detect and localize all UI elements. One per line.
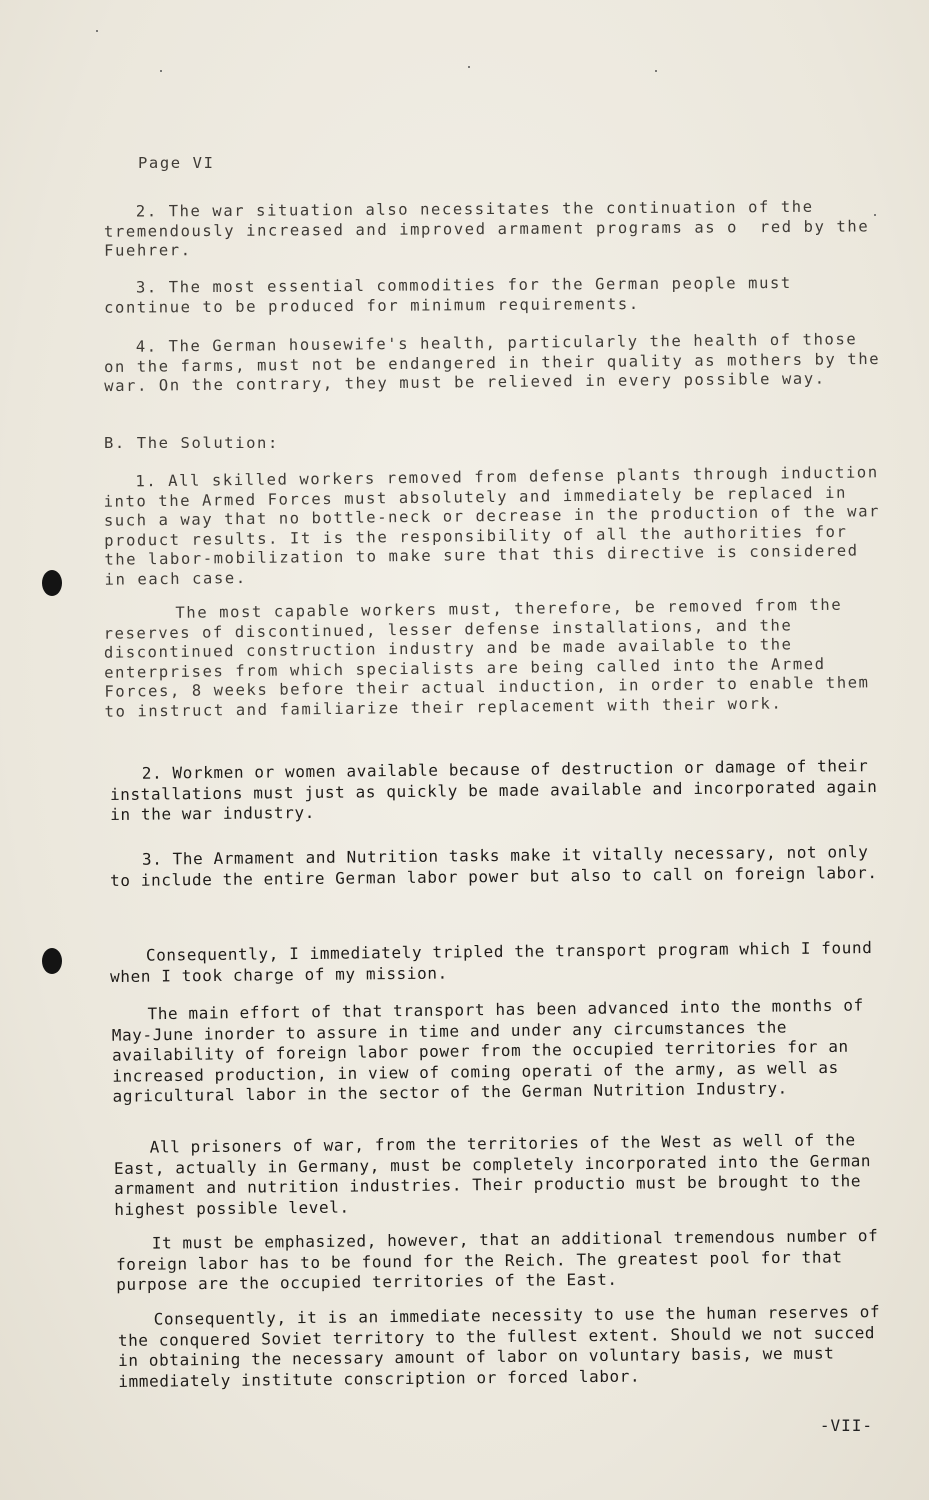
- paragraph-transport-tripled: Consequently, I immediately tripled the transport program which I found when I took charge of my mission.: [110, 937, 883, 986]
- paragraph-b3-foreign-labor: 3. The Armament and Nutrition tasks make it vitally necessary, not only to include the entire German labor power but also to call on foreign labor.: [110, 842, 879, 890]
- paragraph-transport-effort: The main effort of that transport has been advanced into the months of May-June inorder to assure in time and under any circumstances the availability of foreign labor power from the occupied territories for an increased production, in view of coming operati of the army, as well as agricultural labor in the sector of the German Nutrition Industry.: [111, 995, 875, 1106]
- paragraph-a4-housewife: 4. The German housewife's health, particularly the health of those on the farms, must not be endangered in their quality as mothers by the war. On the contrary, they must be relieved in every possible way.: [103, 330, 892, 396]
- paper-speck: [655, 70, 657, 72]
- section-heading-solution: B. The Solution:: [104, 434, 279, 452]
- paragraph-soviet-reserves: Consequently, it is an immediate necessity to use the human reserves of the conquered Soviet territory to the fullest extent. Should we not succed in obtaining the necessary amount of labor on voluntary basis, we must immediately institute conscription or forced labor.: [117, 1301, 891, 1391]
- paragraph-prisoners-of-war: All prisoners of war, from the territories of the West as well of the East, actually in Germany, must be completely incorporated into the German armament and nutrition industries. Their productio must be brought to the highest possible level.: [113, 1130, 882, 1219]
- next-page-marker: -VII-: [819, 1416, 873, 1435]
- paper-speck: [468, 66, 470, 68]
- paragraph-a2-armament: 2. The war situation also necessitates the continuation of the tremendously increased and improved armament programs as o red by the Fuehrer.: [103, 197, 881, 260]
- paper-speck: [160, 70, 162, 72]
- page-header: Page VI: [138, 154, 215, 172]
- punch-hole-bottom: [42, 948, 62, 974]
- punch-hole-top: [42, 570, 62, 596]
- paragraph-b1-skilled-workers: 1. All skilled workers removed from defense plants through induction into the Armed Forces must absolutely and immediately be replaced in such a way that no bottle-neck or decrease in the production of the war product results. It is the responsibility of all the authorities for the labor-mobilization to make sure that this directive is considered in each case.: [103, 463, 892, 589]
- paragraph-b2-workmen: 2. Workmen or women available because of destruction or damage of their installations must just as quickly be made available and incorporated again in the war industry.: [109, 756, 888, 825]
- paper-speck: [96, 30, 98, 32]
- paragraph-additional-labor: It must be emphasized, however, that an additional tremendous number of foreign labor has to be found for the Reich. The greatest pool for that purpose are the occupied territories of the East.: [115, 1225, 889, 1295]
- paragraph-b1-capable-workers: The most capable workers must, therefore, be removed from the reserves of discontinued, lesser defense installations, and the discontinued construction industry and be made available to the enterprises from which specialists are being called into the Armed Forces, 8 weeks before their actual induction, in order to enable them to instruct and familiarize their replacement with their work.: [103, 595, 881, 721]
- paragraph-a3-commodities: 3. The most essential commodities for the German people must continue to be produced for minimum requirements.: [104, 273, 803, 317]
